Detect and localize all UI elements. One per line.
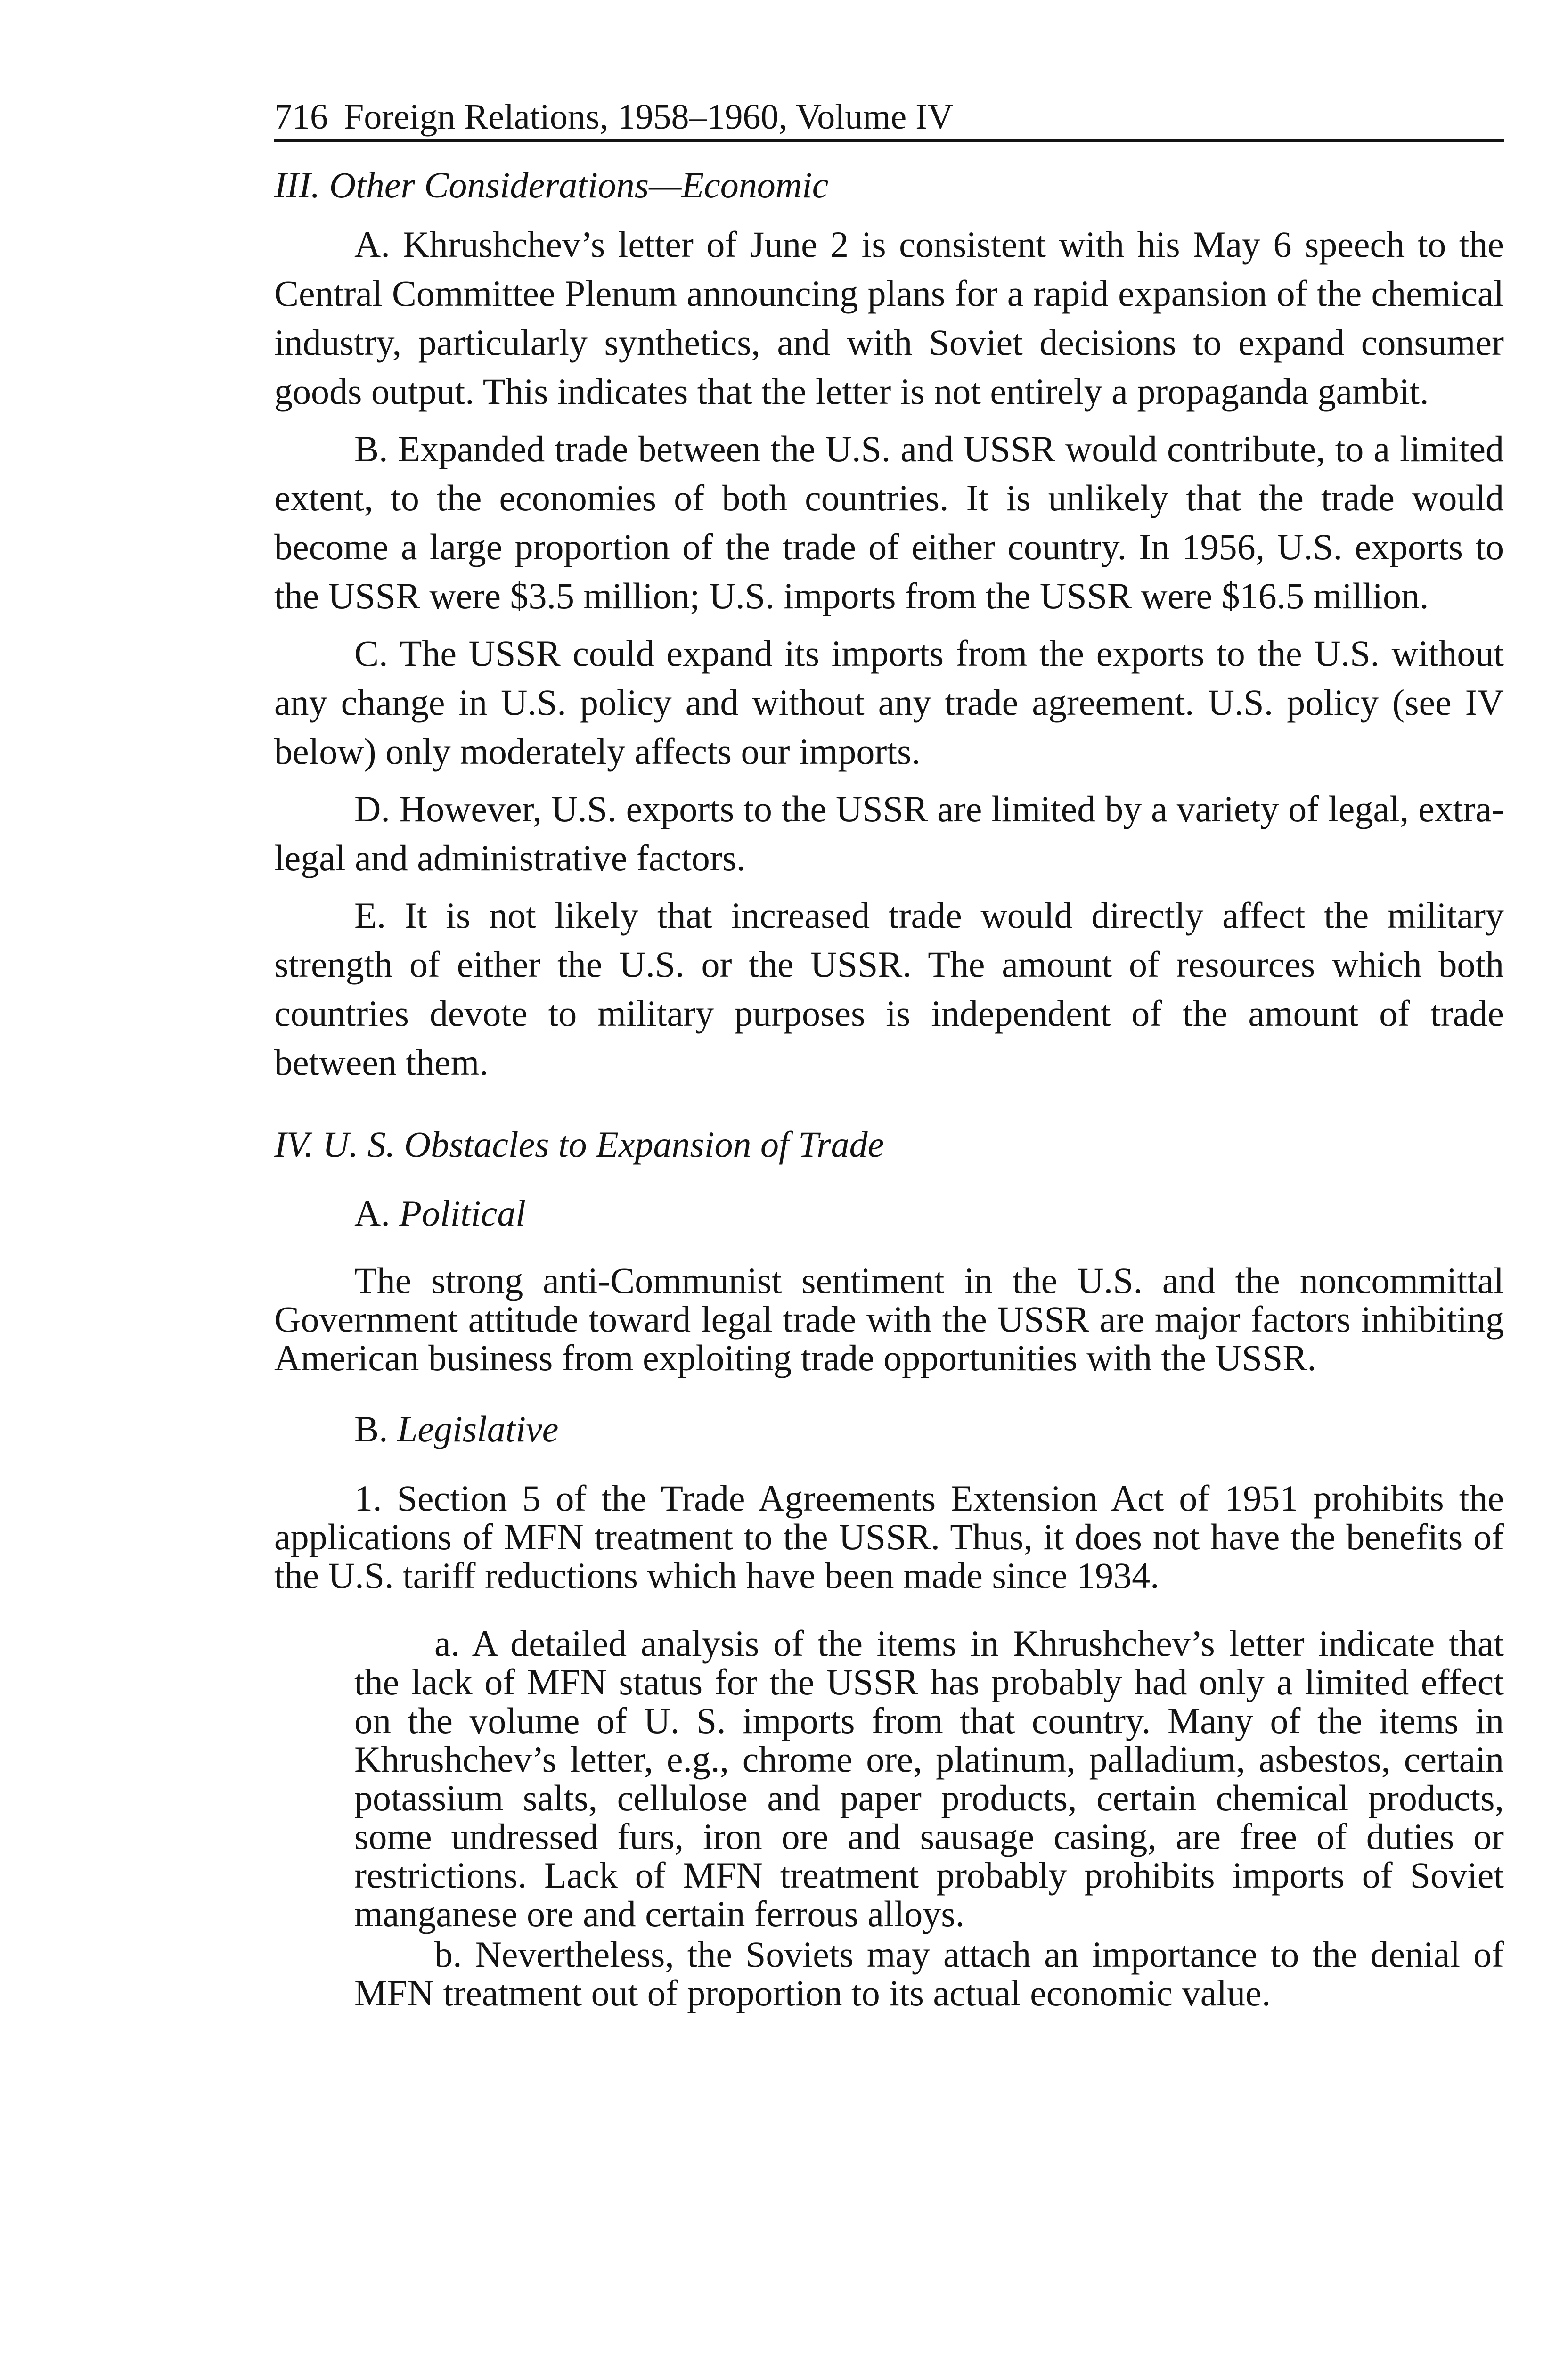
political-heading [274,1190,1504,1237]
paragraph-iii-a: A. Khrushchev’s letter of June 2 is consistent with his May 6 speech to the Central Committee Plenum announcing plans for a rapid expansion of the chemical industry, particularly synthetics, and with Soviet decisions to expand consumer goods output. This indicates that the letter is not entirely a propaganda gambit. [274,224,1504,412]
political-title: Political [399,1193,526,1234]
section-iv-heading: IV. U. S. Obstacles to Expansion of Trade [274,1124,884,1165]
volume-title: Foreign Relations, 1958–1960, Volume IV [344,97,954,137]
running-head [274,94,1504,142]
page-number: 716 [274,97,328,137]
legislative-sub-items [354,1624,1504,2012]
paragraph-iii-c: C. The USSR could expand its imports from the exports to the U.S. without any change in U.S. policy and without any trade agreement. U.S. policy (see IV below) only moderately affects our imports. [274,633,1504,772]
paragraph-iii-e: E. It is not likely that increased trade would directly affect the military strength of either the U.S. or the USSR. The amount of resources which both countries devote to military purposes is independent of the amount of trade between them. [274,895,1504,1083]
paragraph-iii-b: B. Expanded trade between the U.S. and USSR would contribute, to a limited extent, to the economies of both countries. It is unlikely that the trade would become a large proportion of the trade of either country. In 1956, U.S. exports to the USSR were $3.5 million; U.S. imports from the USSR were $16.5 million. [274,428,1504,616]
sub-item-a: a. A detailed analysis of the items in Khrushchev’s letter indicate that the lack of MFN status for the USSR has probably had only a limited effect on the volume of U. S. imports from that country. Many of the items in Khrushchev’s letter, e.g., chrome ore, platinum, palladium, asbestos, certain potassium salts, cellulose and paper products, certain chemical products, some undressed furs, iron ore and sausage casing, are free of duties or restrictions. Lack of MFN treatment probably prohibits imports of Soviet manganese ore and certain ferrous alloys. [354,1623,1504,1934]
legislative-title: Legislative [397,1408,559,1449]
sub-item-b: b. Nevertheless, the Soviets may attach an importance to the denial of MFN treatment out of proportion to its actual economic value. [354,1934,1504,2013]
section-iii-heading: III. Other Considerations—Economic [274,164,829,205]
political-paragraph: The strong anti-Communist sentiment in the U.S. and the noncommittal Government attitude toward legal trade with the USSR are major factors inhibiting American business from exploiting trade opportunities with the USSR. [274,1260,1504,1378]
legislative-heading [274,1406,1504,1453]
document-page [274,94,1504,2012]
legislative-paragraph: 1. Section 5 of the Trade Agreements Extension Act of 1951 prohibits the applications of MFN treatment to the USSR. Thus, it does not have the benefits of the U.S. tariff reductions which have been made since 1934. [274,1478,1504,1596]
paragraph-iii-d: D. However, U.S. exports to the USSR are limited by a variety of legal, extra-legal and administrative factors. [274,788,1504,878]
legislative-letter: B. [354,1408,388,1449]
political-letter: A. [354,1193,390,1234]
